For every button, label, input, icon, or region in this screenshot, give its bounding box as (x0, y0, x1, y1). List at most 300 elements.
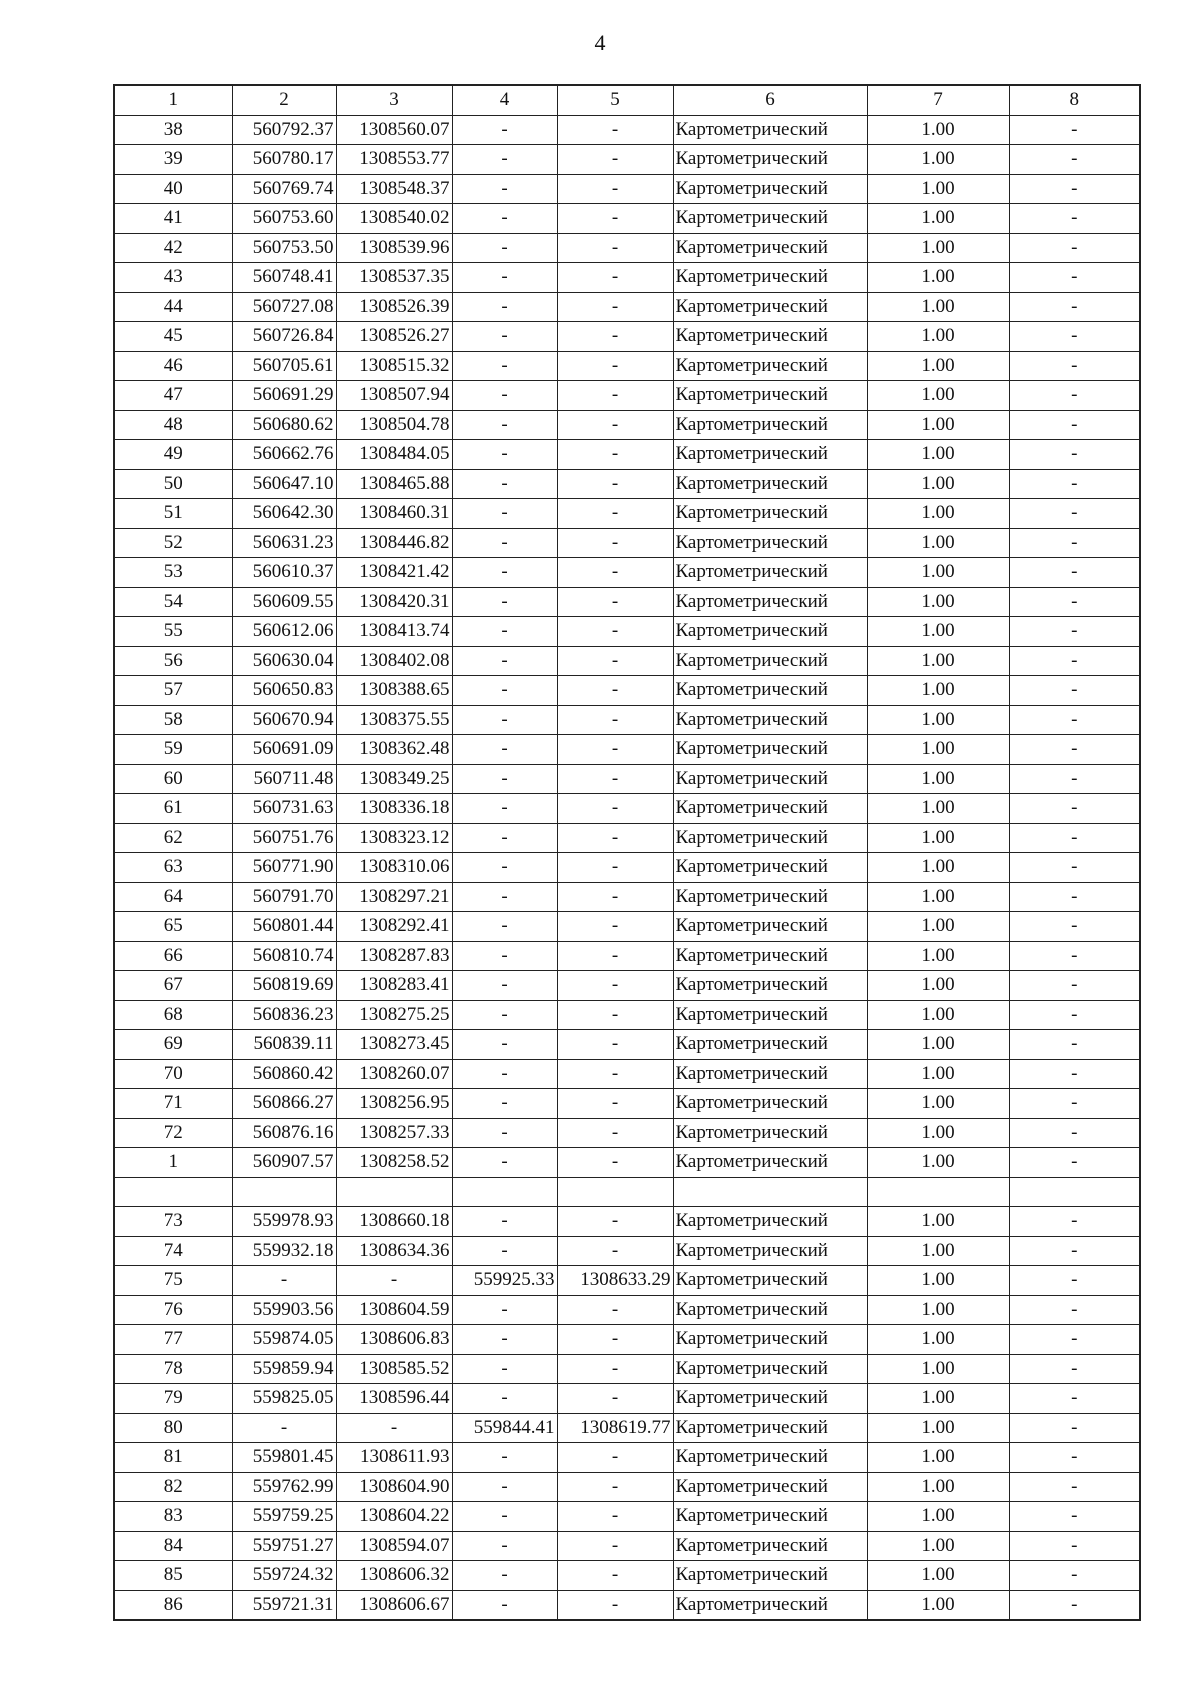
x-new-coord-cell: - (452, 1000, 557, 1030)
y-coord-cell: 1308526.27 (336, 322, 452, 352)
note-cell: - (1009, 941, 1140, 971)
method-cell: Картометрический (673, 174, 867, 204)
y-coord-cell: 1308375.55 (336, 705, 452, 735)
point-number-cell: 50 (114, 469, 232, 499)
accuracy-cell: 1.00 (867, 1384, 1009, 1414)
note-cell: - (1009, 1207, 1140, 1237)
method-cell: Картометрический (673, 941, 867, 971)
x-coord-cell: 560866.27 (232, 1089, 336, 1119)
accuracy-cell: 1.00 (867, 204, 1009, 234)
note-cell: - (1009, 1590, 1140, 1620)
table-row (114, 1561, 1140, 1591)
y-new-coord-cell: - (557, 764, 673, 794)
note-cell: - (1009, 381, 1140, 411)
y-coord-cell: 1308256.95 (336, 1089, 452, 1119)
x-new-coord-cell: - (452, 1472, 557, 1502)
y-coord-cell (336, 1177, 452, 1207)
point-number-cell: 42 (114, 233, 232, 263)
point-number-cell: 58 (114, 705, 232, 735)
note-cell: - (1009, 1030, 1140, 1060)
note-cell: - (1009, 1443, 1140, 1473)
note-cell: - (1009, 823, 1140, 853)
point-number-cell: 54 (114, 587, 232, 617)
accuracy-cell: 1.00 (867, 1030, 1009, 1060)
method-cell: Картометрический (673, 1384, 867, 1414)
method-cell: Картометрический (673, 115, 867, 145)
y-new-coord-cell: 1308633.29 (557, 1266, 673, 1296)
accuracy-cell: 1.00 (867, 381, 1009, 411)
point-number-cell: 70 (114, 1059, 232, 1089)
x-coord-cell: 559903.56 (232, 1295, 336, 1325)
x-new-coord-cell: - (452, 499, 557, 529)
x-coord-cell: 560780.17 (232, 145, 336, 175)
method-cell: Картометрический (673, 1443, 867, 1473)
page-number: 4 (594, 30, 606, 55)
x-new-coord-cell: - (452, 676, 557, 706)
note-cell: - (1009, 145, 1140, 175)
x-coord-cell: 560836.23 (232, 1000, 336, 1030)
y-new-coord-cell: - (557, 1443, 673, 1473)
method-cell: Картометрический (673, 469, 867, 499)
y-coord-cell: 1308606.32 (336, 1561, 452, 1591)
y-coord-cell: 1308585.52 (336, 1354, 452, 1384)
x-new-coord-cell: - (452, 1118, 557, 1148)
note-cell: - (1009, 233, 1140, 263)
x-new-coord-cell: - (452, 1089, 557, 1119)
point-number-cell: 73 (114, 1207, 232, 1237)
table-row (114, 941, 1140, 971)
x-new-coord-cell: - (452, 204, 557, 234)
table-row (114, 410, 1140, 440)
x-new-coord-cell: - (452, 912, 557, 942)
x-new-coord-cell: - (452, 233, 557, 263)
table-row (114, 587, 1140, 617)
x-coord-cell: - (232, 1413, 336, 1443)
note-cell: - (1009, 646, 1140, 676)
x-new-coord-cell: - (452, 322, 557, 352)
method-cell: Картометрический (673, 1236, 867, 1266)
x-new-coord-cell: - (452, 469, 557, 499)
y-coord-cell: 1308537.35 (336, 263, 452, 293)
x-coord-cell: 560801.44 (232, 912, 336, 942)
note-cell: - (1009, 469, 1140, 499)
y-coord-cell: 1308560.07 (336, 115, 452, 145)
method-cell: Картометрический (673, 882, 867, 912)
y-coord-cell: 1308594.07 (336, 1531, 452, 1561)
y-new-coord-cell: - (557, 853, 673, 883)
point-number-cell: 57 (114, 676, 232, 706)
y-new-coord-cell: - (557, 1502, 673, 1532)
point-number-cell: 82 (114, 1472, 232, 1502)
accuracy-cell: 1.00 (867, 1502, 1009, 1532)
table-row (114, 882, 1140, 912)
x-new-coord-cell: - (452, 1443, 557, 1473)
table-row (114, 1472, 1140, 1502)
method-cell: Картометрический (673, 1207, 867, 1237)
y-new-coord-cell: - (557, 292, 673, 322)
y-new-coord-cell: - (557, 1030, 673, 1060)
x-new-coord-cell: - (452, 1148, 557, 1178)
y-new-coord-cell: - (557, 558, 673, 588)
y-coord-cell: 1308634.36 (336, 1236, 452, 1266)
method-cell: Картометрический (673, 1059, 867, 1089)
x-coord-cell (232, 1177, 336, 1207)
accuracy-cell: 1.00 (867, 617, 1009, 647)
x-coord-cell: 559932.18 (232, 1236, 336, 1266)
method-cell: Картометрический (673, 971, 867, 1001)
x-coord-cell: 560753.60 (232, 204, 336, 234)
y-new-coord-cell: - (557, 735, 673, 765)
table-row (114, 1089, 1140, 1119)
x-coord-cell: 560612.06 (232, 617, 336, 647)
note-cell: - (1009, 1354, 1140, 1384)
x-new-coord-cell: - (452, 440, 557, 470)
y-new-coord-cell: - (557, 1059, 673, 1089)
accuracy-cell: 1.00 (867, 174, 1009, 204)
x-coord-cell: 560791.70 (232, 882, 336, 912)
point-number-cell: 84 (114, 1531, 232, 1561)
point-number-cell: 39 (114, 145, 232, 175)
note-cell: - (1009, 1148, 1140, 1178)
point-number-cell: 66 (114, 941, 232, 971)
note-cell: - (1009, 1472, 1140, 1502)
note-cell: - (1009, 558, 1140, 588)
accuracy-cell: 1.00 (867, 1325, 1009, 1355)
point-number-cell: 1 (114, 1148, 232, 1178)
point-number-cell: 65 (114, 912, 232, 942)
x-coord-cell: 560650.83 (232, 676, 336, 706)
method-cell: Картометрический (673, 263, 867, 293)
point-number-cell: 75 (114, 1266, 232, 1296)
y-new-coord-cell: - (557, 1472, 673, 1502)
note-cell: - (1009, 1384, 1140, 1414)
method-cell: Картометрический (673, 292, 867, 322)
note-cell: - (1009, 410, 1140, 440)
x-new-coord-cell: 559844.41 (452, 1413, 557, 1443)
y-coord-cell: 1308446.82 (336, 528, 452, 558)
accuracy-cell: 1.00 (867, 469, 1009, 499)
accuracy-cell: 1.00 (867, 912, 1009, 942)
point-number-cell: 69 (114, 1030, 232, 1060)
point-number-cell: 80 (114, 1413, 232, 1443)
method-cell: Картометрический (673, 735, 867, 765)
y-coord-cell: 1308323.12 (336, 823, 452, 853)
accuracy-cell: 1.00 (867, 322, 1009, 352)
x-new-coord-cell: - (452, 971, 557, 1001)
x-coord-cell: 560792.37 (232, 115, 336, 145)
table-row (114, 853, 1140, 883)
x-new-coord-cell: - (452, 351, 557, 381)
accuracy-cell: 1.00 (867, 1443, 1009, 1473)
point-number-cell: 67 (114, 971, 232, 1001)
table-row (114, 1030, 1140, 1060)
y-coord-cell: 1308388.65 (336, 676, 452, 706)
accuracy-cell: 1.00 (867, 410, 1009, 440)
note-cell: - (1009, 1502, 1140, 1532)
x-new-coord-cell: - (452, 1236, 557, 1266)
column-header: 8 (1009, 85, 1140, 115)
y-new-coord-cell: - (557, 174, 673, 204)
y-new-coord-cell: - (557, 1207, 673, 1237)
y-new-coord-cell: - (557, 351, 673, 381)
y-coord-cell: 1308258.52 (336, 1148, 452, 1178)
x-new-coord-cell: - (452, 735, 557, 765)
accuracy-cell (867, 1177, 1009, 1207)
method-cell: Картометрический (673, 1118, 867, 1148)
table-row (114, 469, 1140, 499)
point-number-cell (114, 1177, 232, 1207)
y-coord-cell: 1308465.88 (336, 469, 452, 499)
x-coord-cell: 560876.16 (232, 1118, 336, 1148)
method-cell: Картометрический (673, 912, 867, 942)
table-row (114, 1531, 1140, 1561)
table-row (114, 764, 1140, 794)
note-cell: - (1009, 735, 1140, 765)
x-new-coord-cell: - (452, 528, 557, 558)
method-cell: Картометрический (673, 1354, 867, 1384)
method-cell: Картометрический (673, 381, 867, 411)
y-new-coord-cell: - (557, 528, 673, 558)
x-new-coord-cell: - (452, 941, 557, 971)
column-header: 6 (673, 85, 867, 115)
y-coord-cell: 1308515.32 (336, 351, 452, 381)
y-new-coord-cell: - (557, 1089, 673, 1119)
table-row (114, 381, 1140, 411)
method-cell: Картометрический (673, 145, 867, 175)
x-coord-cell: 560670.94 (232, 705, 336, 735)
note-cell: - (1009, 705, 1140, 735)
point-number-cell: 72 (114, 1118, 232, 1148)
accuracy-cell: 1.00 (867, 646, 1009, 676)
accuracy-cell: 1.00 (867, 1000, 1009, 1030)
x-coord-cell: 560610.37 (232, 558, 336, 588)
y-new-coord-cell: - (557, 646, 673, 676)
y-new-coord-cell: - (557, 941, 673, 971)
table-row (114, 646, 1140, 676)
note-cell: - (1009, 912, 1140, 942)
table-row (114, 1295, 1140, 1325)
y-coord-cell: 1308548.37 (336, 174, 452, 204)
table-row (114, 528, 1140, 558)
x-new-coord-cell: - (452, 705, 557, 735)
x-new-coord-cell: - (452, 292, 557, 322)
y-new-coord-cell: - (557, 233, 673, 263)
y-coord-cell: 1308606.67 (336, 1590, 452, 1620)
y-new-coord-cell: 1308619.77 (557, 1413, 673, 1443)
table-row (114, 1325, 1140, 1355)
x-coord-cell: 559874.05 (232, 1325, 336, 1355)
y-new-coord-cell: - (557, 499, 673, 529)
x-coord-cell: 560819.69 (232, 971, 336, 1001)
method-cell: Картометрический (673, 1148, 867, 1178)
y-coord-cell: 1308606.83 (336, 1325, 452, 1355)
table-row (114, 1354, 1140, 1384)
note-cell: - (1009, 263, 1140, 293)
table-row (114, 440, 1140, 470)
point-number-cell: 43 (114, 263, 232, 293)
table-row (114, 1413, 1140, 1443)
accuracy-cell: 1.00 (867, 676, 1009, 706)
method-cell: Картометрический (673, 1561, 867, 1591)
table-row (114, 794, 1140, 824)
table-row (114, 912, 1140, 942)
accuracy-cell: 1.00 (867, 263, 1009, 293)
point-number-cell: 71 (114, 1089, 232, 1119)
note-cell (1009, 1177, 1140, 1207)
column-header: 2 (232, 85, 336, 115)
accuracy-cell: 1.00 (867, 705, 1009, 735)
column-header: 5 (557, 85, 673, 115)
accuracy-cell: 1.00 (867, 558, 1009, 588)
y-new-coord-cell: - (557, 676, 673, 706)
x-new-coord-cell: - (452, 381, 557, 411)
y-coord-cell: 1308275.25 (336, 1000, 452, 1030)
note-cell: - (1009, 1266, 1140, 1296)
y-new-coord-cell: - (557, 823, 673, 853)
point-number-cell: 51 (114, 499, 232, 529)
point-number-cell: 78 (114, 1354, 232, 1384)
note-cell: - (1009, 1295, 1140, 1325)
y-coord-cell: 1308310.06 (336, 853, 452, 883)
accuracy-cell: 1.00 (867, 1561, 1009, 1591)
column-header: 4 (452, 85, 557, 115)
table-row (114, 1502, 1140, 1532)
x-new-coord-cell: - (452, 1207, 557, 1237)
note-cell: - (1009, 853, 1140, 883)
x-coord-cell: 560731.63 (232, 794, 336, 824)
method-cell: Картометрический (673, 558, 867, 588)
x-coord-cell: 559762.99 (232, 1472, 336, 1502)
table-row (114, 1059, 1140, 1089)
point-number-cell: 77 (114, 1325, 232, 1355)
point-number-cell: 40 (114, 174, 232, 204)
x-new-coord-cell: 559925.33 (452, 1266, 557, 1296)
method-cell: Картометрический (673, 1472, 867, 1502)
column-header: 1 (114, 85, 232, 115)
accuracy-cell: 1.00 (867, 440, 1009, 470)
table-row (114, 971, 1140, 1001)
method-cell: Картометрический (673, 499, 867, 529)
note-cell: - (1009, 676, 1140, 706)
x-new-coord-cell: - (452, 646, 557, 676)
method-cell: Картометрический (673, 705, 867, 735)
y-coord-cell: 1308257.33 (336, 1118, 452, 1148)
table-row (114, 174, 1140, 204)
y-coord-cell: 1308553.77 (336, 145, 452, 175)
x-coord-cell: 560726.84 (232, 322, 336, 352)
accuracy-cell: 1.00 (867, 1207, 1009, 1237)
accuracy-cell: 1.00 (867, 351, 1009, 381)
point-number-cell: 41 (114, 204, 232, 234)
note-cell: - (1009, 1118, 1140, 1148)
y-new-coord-cell: - (557, 794, 673, 824)
accuracy-cell: 1.00 (867, 1236, 1009, 1266)
y-coord-cell: 1308260.07 (336, 1059, 452, 1089)
method-cell: Картометрический (673, 646, 867, 676)
note-cell: - (1009, 971, 1140, 1001)
point-number-cell: 85 (114, 1561, 232, 1591)
accuracy-cell: 1.00 (867, 1118, 1009, 1148)
y-new-coord-cell: - (557, 587, 673, 617)
point-number-cell: 64 (114, 882, 232, 912)
x-new-coord-cell: - (452, 794, 557, 824)
note-cell: - (1009, 528, 1140, 558)
point-number-cell: 74 (114, 1236, 232, 1266)
x-coord-cell: 560769.74 (232, 174, 336, 204)
table-row (114, 233, 1140, 263)
y-new-coord-cell: - (557, 263, 673, 293)
accuracy-cell: 1.00 (867, 1590, 1009, 1620)
y-new-coord-cell: - (557, 115, 673, 145)
method-cell: Картометрический (673, 1089, 867, 1119)
y-coord-cell: 1308596.44 (336, 1384, 452, 1414)
method-cell: Картометрический (673, 440, 867, 470)
x-new-coord-cell: - (452, 174, 557, 204)
note-cell: - (1009, 351, 1140, 381)
accuracy-cell: 1.00 (867, 1266, 1009, 1296)
y-coord-cell: 1308660.18 (336, 1207, 452, 1237)
note-cell: - (1009, 292, 1140, 322)
y-coord-cell: 1308460.31 (336, 499, 452, 529)
x-new-coord-cell: - (452, 882, 557, 912)
point-number-cell: 46 (114, 351, 232, 381)
point-number-cell: 38 (114, 115, 232, 145)
point-number-cell: 79 (114, 1384, 232, 1414)
note-cell: - (1009, 794, 1140, 824)
method-cell: Картометрический (673, 1295, 867, 1325)
x-coord-cell: 560860.42 (232, 1059, 336, 1089)
x-coord-cell: 560630.04 (232, 646, 336, 676)
x-new-coord-cell: - (452, 1590, 557, 1620)
y-new-coord-cell: - (557, 145, 673, 175)
y-new-coord-cell: - (557, 617, 673, 647)
accuracy-cell: 1.00 (867, 233, 1009, 263)
x-coord-cell: 559825.05 (232, 1384, 336, 1414)
point-number-cell: 83 (114, 1502, 232, 1532)
y-new-coord-cell: - (557, 1561, 673, 1591)
y-new-coord-cell: - (557, 410, 673, 440)
note-cell: - (1009, 1413, 1140, 1443)
method-cell: Картометрический (673, 1030, 867, 1060)
y-new-coord-cell: - (557, 971, 673, 1001)
y-new-coord-cell: - (557, 1531, 673, 1561)
y-coord-cell: 1308604.90 (336, 1472, 452, 1502)
point-number-cell: 62 (114, 823, 232, 853)
y-coord-cell: 1308604.59 (336, 1295, 452, 1325)
y-new-coord-cell (557, 1177, 673, 1207)
x-new-coord-cell (452, 1177, 557, 1207)
x-coord-cell: 560727.08 (232, 292, 336, 322)
note-cell: - (1009, 115, 1140, 145)
x-coord-cell: 560751.76 (232, 823, 336, 853)
y-new-coord-cell: - (557, 469, 673, 499)
y-new-coord-cell: - (557, 1590, 673, 1620)
method-cell (673, 1177, 867, 1207)
point-number-cell: 44 (114, 292, 232, 322)
x-new-coord-cell: - (452, 145, 557, 175)
x-coord-cell: - (232, 1266, 336, 1296)
y-new-coord-cell: - (557, 1354, 673, 1384)
method-cell: Картометрический (673, 823, 867, 853)
method-cell: Картометрический (673, 1590, 867, 1620)
accuracy-cell: 1.00 (867, 735, 1009, 765)
y-coord-cell: 1308287.83 (336, 941, 452, 971)
table-header-row (114, 85, 1140, 115)
method-cell: Картометрический (673, 410, 867, 440)
note-cell: - (1009, 617, 1140, 647)
table-row (114, 1000, 1140, 1030)
method-cell: Картометрический (673, 617, 867, 647)
